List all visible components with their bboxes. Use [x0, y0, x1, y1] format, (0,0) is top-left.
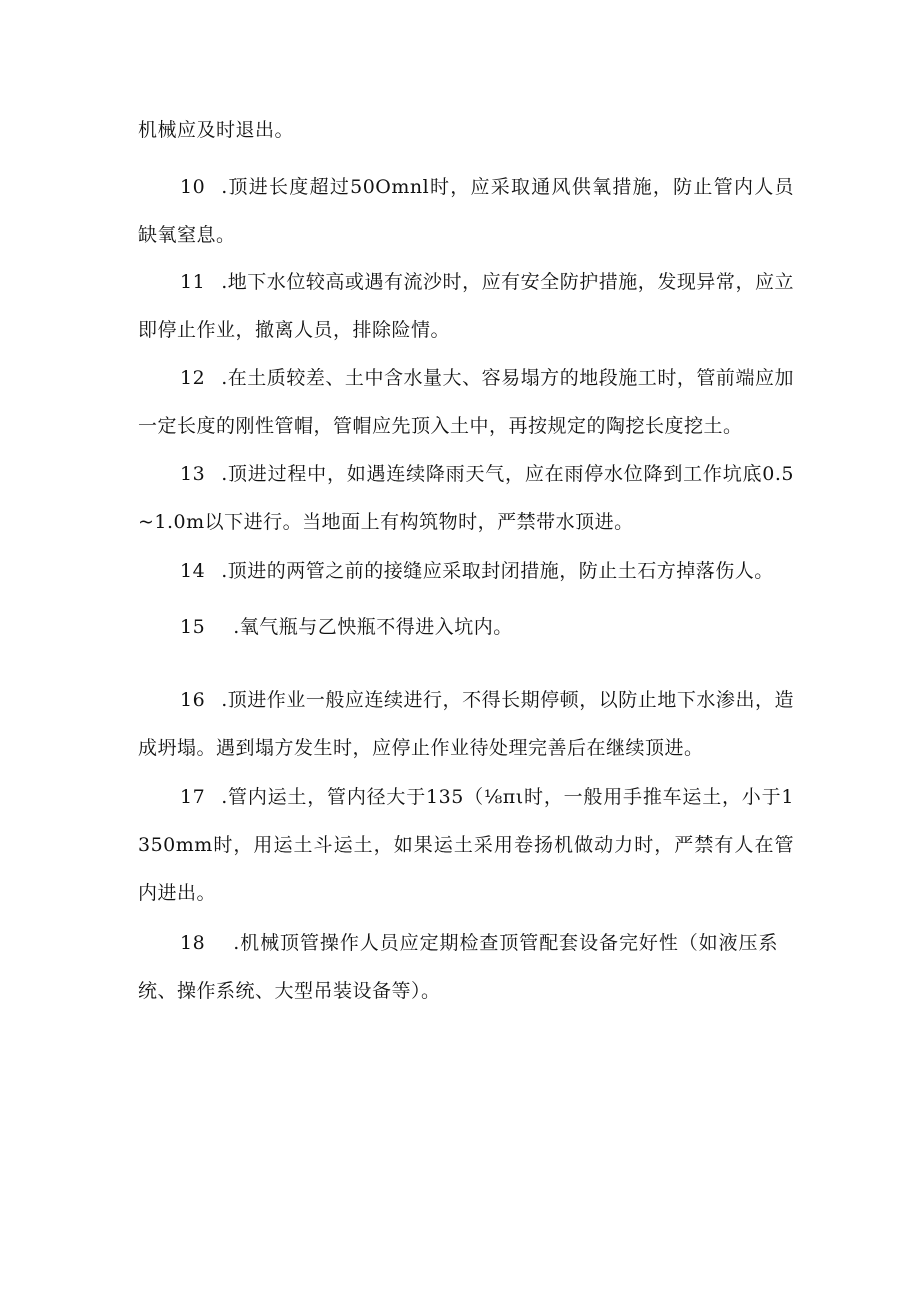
paragraph-13: [138, 450, 794, 546]
paragraph-text: .管内运土，管内径大于135（⅛πι时，一般用手推车运土，小于1350mm时，用运土斗运土，如果运土采用卷扬机做动力时，严禁有人在管内进出。: [138, 786, 794, 904]
paragraph-12: [138, 354, 794, 450]
paragraph-text: .顶进长度超过50Omnl时，应采取通风供氧措施，防止管内人员缺氧窒息。: [138, 176, 794, 246]
paragraph-number: 14: [180, 560, 206, 582]
paragraph-text: 机械应及时退出。: [138, 119, 295, 141]
paragraph-number: 11: [180, 271, 206, 293]
paragraph-11: [138, 258, 794, 354]
paragraph-text: .顶进的两管之前的接缝应采取封闭措施，防止土石方掉落伤人。: [221, 560, 774, 582]
paragraph-14: [138, 547, 794, 595]
paragraph-number: 18: [180, 932, 206, 954]
paragraph-number: 15: [180, 616, 206, 638]
paragraph-text: .氧气瓶与乙怏瓶不得进入坑内。: [233, 616, 513, 638]
paragraph-number: 13: [180, 463, 206, 485]
paragraph-15: [138, 603, 794, 651]
paragraph-continuation: [138, 106, 794, 154]
paragraph-10: [138, 163, 794, 259]
paragraph-number: 16: [180, 689, 206, 711]
paragraph-16: [138, 676, 794, 772]
paragraph-18: [138, 919, 778, 1015]
paragraph-number: 12: [180, 367, 206, 389]
paragraph-number: 10: [180, 176, 206, 198]
paragraph-text: .顶进作业一般应连续进行，不得长期停顿，以防止地下水渗出，造成坍塌。遇到塌方发生时，应停止作业待处理完善后在继续顶进。: [138, 689, 794, 759]
paragraph-17: [138, 773, 794, 917]
paragraph-text: .地下水位较高或遇有流沙时，应有安全防护措施，发现异常，应立即停止作业，撤离人员，排除险情。: [138, 271, 794, 341]
paragraph-number: 17: [180, 786, 206, 808]
paragraph-text: .在土质较差、土中含水量大、容易塌方的地段施工时，管前端应加一定长度的刚性管帽，管帽应先顶入土中，再按规定的陶挖长度挖土。: [138, 367, 794, 437]
paragraph-text: .顶进过程中，如遇连续降雨天气，应在雨停水位降到工作坑底0.5~1.0m以下进行。当地面上有构筑物时，严禁带水顶进。: [138, 463, 794, 533]
paragraph-text: .机械顶管操作人员应定期检查顶管配套设备完好性（如液压系统、操作系统、大型吊装设备等）。: [138, 932, 778, 1002]
